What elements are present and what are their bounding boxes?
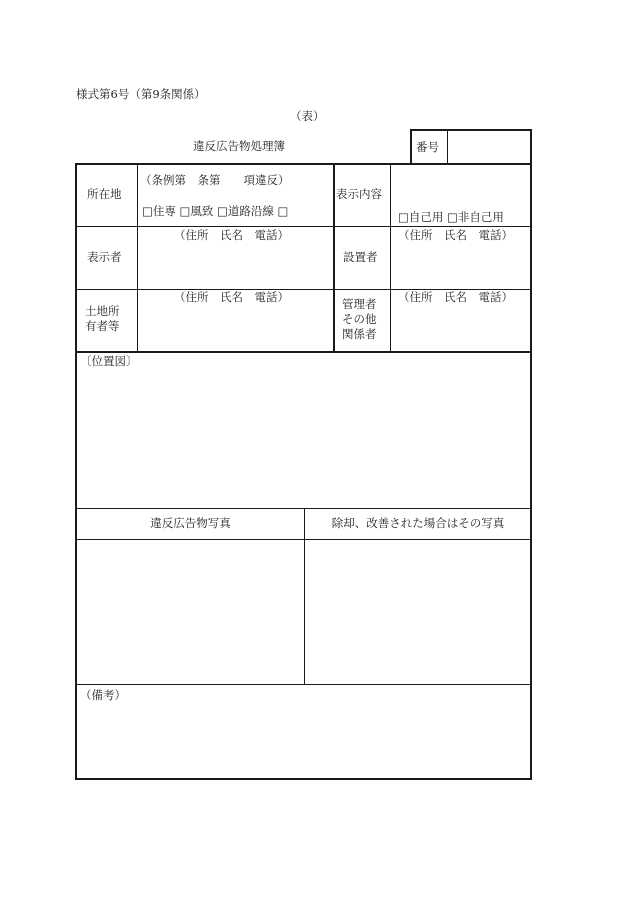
location-map-label: 〔位置図〕: [80, 354, 138, 368]
manager-label-line1: 管理者: [342, 297, 377, 311]
number-label: 番号: [416, 140, 439, 154]
land-owner-label-line1: 土地所: [85, 304, 120, 318]
form-title: 違反広告物処理簿: [193, 139, 285, 153]
displayer-hint: （住所 氏名 電話）: [174, 228, 289, 242]
displayer-field[interactable]: [139, 242, 332, 288]
zone-checkboxes[interactable]: □住専 □風致 □道路沿線 □: [142, 204, 289, 218]
row-divider-1: [76, 226, 531, 227]
remarks-area[interactable]: [77, 706, 530, 778]
row-divider-3: [76, 351, 531, 353]
displayer-label: 表示者: [87, 250, 122, 264]
center-col-divider: [333, 164, 335, 351]
label-col-divider-left: [137, 164, 138, 351]
location-map-area[interactable]: [77, 372, 530, 506]
number-field[interactable]: [449, 131, 530, 163]
ordinance-text: （条例第 条第 項違反）: [140, 173, 290, 187]
form-number: 様式第6号（第9条関係）: [76, 87, 206, 101]
manager-label: [342, 297, 382, 342]
installer-field[interactable]: [392, 242, 530, 288]
number-box-divider: [447, 130, 448, 164]
row-divider-6: [76, 684, 531, 685]
violation-photo-label: 違反広告物写真: [150, 516, 231, 530]
manager-field[interactable]: [392, 305, 530, 350]
land-owner-hint: （住所 氏名 電話）: [174, 290, 289, 304]
manager-label-line3: 関係者: [342, 327, 377, 341]
installer-label: 設置者: [343, 250, 378, 264]
land-owner-label: [85, 304, 125, 334]
after-photo-area[interactable]: [306, 541, 530, 683]
remarks-label: （備考）: [80, 688, 126, 702]
land-owner-label-line2: 有者等: [85, 319, 120, 333]
after-photo-label: 除却、改善された場合はその写真: [331, 516, 505, 530]
manager-label-line2: その他: [342, 312, 377, 326]
form-side-label: （表）: [290, 109, 325, 123]
display-content-label: 表示内容: [336, 187, 382, 201]
installer-hint: （住所 氏名 電話）: [398, 228, 513, 242]
land-owner-field[interactable]: [139, 305, 332, 350]
violation-photo-area[interactable]: [77, 541, 303, 683]
location-label: 所在地: [87, 187, 122, 201]
label-col-divider-right: [390, 164, 391, 351]
self-use-checkboxes[interactable]: □自己用 □非自己用: [398, 210, 504, 224]
manager-hint: （住所 氏名 電話）: [398, 290, 513, 304]
photo-col-divider: [304, 508, 305, 684]
